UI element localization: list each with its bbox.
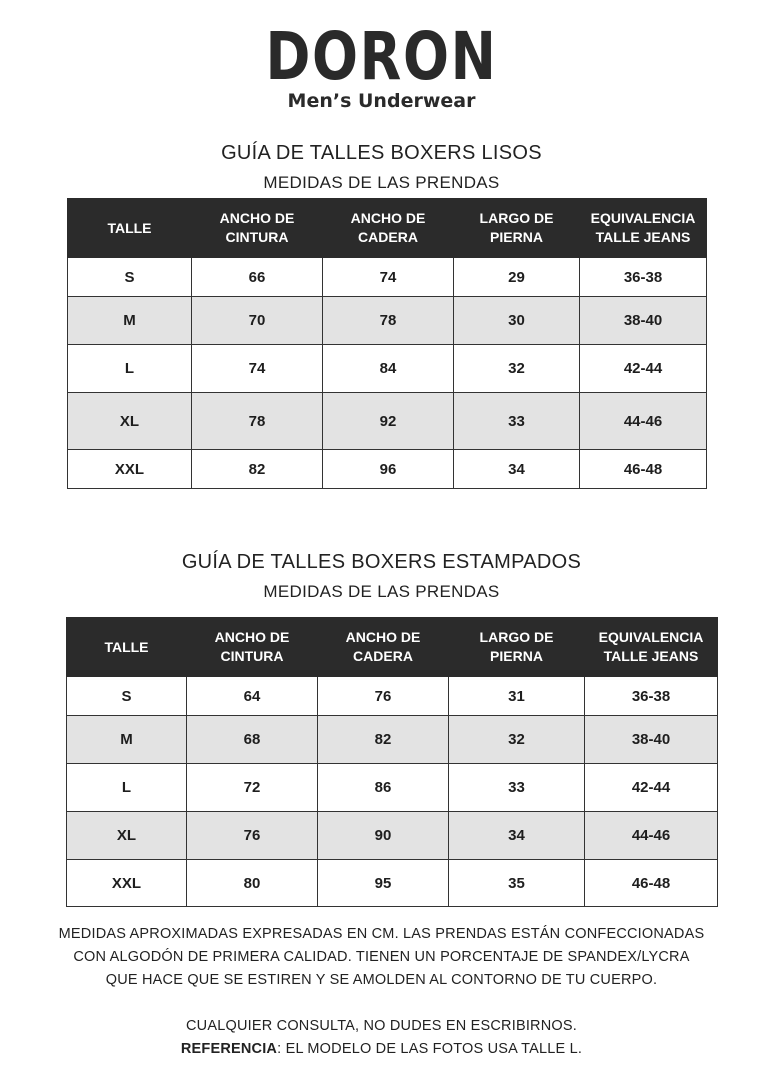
size-cell: S	[68, 258, 192, 297]
measure-cell: 42-44	[585, 764, 718, 812]
measure-cell: 78	[192, 393, 323, 450]
column-header-line: TALLE JEANS	[595, 229, 691, 245]
contact-note	[0, 1015, 763, 1061]
size-cell: XL	[67, 812, 187, 860]
column-header	[318, 618, 449, 677]
measure-cell: 34	[454, 450, 580, 489]
column-header-line: ANCHO DE	[350, 210, 426, 226]
column-header-line: TALLE	[107, 219, 152, 236]
brand-logo	[0, 18, 763, 112]
size-cell: S	[67, 677, 187, 716]
measure-cell: 46-48	[580, 450, 707, 489]
size-cell: L	[67, 764, 187, 812]
measure-cell: 64	[187, 677, 318, 716]
reference-note	[0, 1038, 763, 1061]
column-header	[454, 199, 580, 258]
column-header-line: CINTURA	[225, 229, 289, 245]
measure-cell: 90	[318, 812, 449, 860]
measure-cell: 42-44	[580, 345, 707, 393]
measure-cell: 84	[323, 345, 454, 393]
size-table-lisos	[67, 198, 707, 489]
column-header-line: ANCHO DE	[219, 210, 295, 226]
column-header-line: ANCHO DE	[345, 629, 421, 645]
table-row	[68, 345, 707, 393]
size-cell: XXL	[68, 450, 192, 489]
brand-subtitle: Men’s Underwear	[287, 90, 476, 112]
measure-cell: 68	[187, 716, 318, 764]
column-header-line: CINTURA	[220, 648, 284, 664]
measure-cell: 33	[449, 764, 585, 812]
column-header-line: CADERA	[353, 648, 413, 664]
column-header	[323, 199, 454, 258]
measure-cell: 36-38	[580, 258, 707, 297]
column-header-line: EQUIVALENCIA	[598, 629, 704, 645]
measure-cell: 76	[318, 677, 449, 716]
measure-cell: 78	[323, 297, 454, 345]
section-title-estampados: GUÍA DE TALLES BOXERS ESTAMPADOS	[181, 551, 582, 573]
contact-text: CUALQUIER CONSULTA, NO DUDES EN ESCRIBIRNOS.	[186, 1018, 577, 1034]
measure-cell: 82	[318, 716, 449, 764]
size-cell: XL	[68, 393, 192, 450]
size-cell: L	[68, 345, 192, 393]
column-header-line: TALLE JEANS	[603, 648, 699, 664]
size-table-estampados	[66, 617, 718, 907]
measure-cell: 72	[187, 764, 318, 812]
measure-cell: 96	[323, 450, 454, 489]
measure-cell: 32	[454, 345, 580, 393]
column-header	[68, 199, 192, 258]
measure-cell: 46-48	[585, 860, 718, 907]
measure-cell: 38-40	[580, 297, 707, 345]
section-subtitle-estampados: MEDIDAS DE LAS PRENDAS	[263, 582, 500, 601]
measure-cell: 95	[318, 860, 449, 907]
column-header-line: ANCHO DE	[214, 629, 290, 645]
measure-cell: 32	[449, 716, 585, 764]
column-header-line: LARGO DE	[479, 629, 554, 645]
measure-cell: 74	[192, 345, 323, 393]
table-header-row	[67, 618, 718, 677]
column-header-line: PIERNA	[490, 648, 543, 664]
measure-cell: 34	[449, 812, 585, 860]
column-header	[67, 618, 187, 677]
column-header	[449, 618, 585, 677]
table-row	[68, 258, 707, 297]
measure-cell: 44-46	[585, 812, 718, 860]
reference-label: REFERENCIA	[180, 1041, 278, 1057]
care-note-line: MEDIDAS APROXIMADAS EXPRESADAS EN CM. LAS PRENDAS ESTÁN CONFECCIONADAS	[58, 926, 705, 942]
column-header	[187, 618, 318, 677]
care-note-line: QUE HACE QUE SE ESTIREN Y SE AMOLDEN AL CONTORNO DE TU CUERPO.	[105, 972, 658, 988]
reference-text: : EL MODELO DE LAS FOTOS USA TALLE L.	[277, 1041, 583, 1057]
section-title-lisos: GUÍA DE TALLES BOXERS LISOS	[221, 142, 542, 164]
measure-cell: 92	[323, 393, 454, 450]
column-header-line: TALLE	[104, 638, 149, 655]
measure-cell: 74	[323, 258, 454, 297]
table-row	[67, 812, 718, 860]
measure-cell: 30	[454, 297, 580, 345]
column-header-line: PIERNA	[490, 229, 543, 245]
table-row	[68, 297, 707, 345]
column-header	[585, 618, 718, 677]
size-cell: XXL	[67, 860, 187, 907]
size-cell: M	[67, 716, 187, 764]
measure-cell: 76	[187, 812, 318, 860]
column-header-line: EQUIVALENCIA	[590, 210, 696, 226]
measure-cell: 38-40	[585, 716, 718, 764]
size-cell: M	[68, 297, 192, 345]
column-header	[192, 199, 323, 258]
table-row	[67, 860, 718, 907]
section-subtitle-lisos: MEDIDAS DE LAS PRENDAS	[263, 173, 500, 192]
table-row	[67, 716, 718, 764]
brand-name: DORON	[265, 18, 498, 95]
measure-cell: 82	[192, 450, 323, 489]
table-row	[68, 393, 707, 450]
measure-cell: 31	[449, 677, 585, 716]
care-note-line: CON ALGODÓN DE PRIMERA CALIDAD. TIENEN UN PORCENTAJE DE SPANDEX/LYCRA	[73, 949, 690, 965]
table-header-row	[68, 199, 707, 258]
table-row	[67, 764, 718, 812]
measure-cell: 66	[192, 258, 323, 297]
column-header-line: LARGO DE	[479, 210, 554, 226]
measure-cell: 35	[449, 860, 585, 907]
table-row	[67, 677, 718, 716]
measure-cell: 44-46	[580, 393, 707, 450]
measure-cell: 36-38	[585, 677, 718, 716]
measure-cell: 29	[454, 258, 580, 297]
measure-cell: 86	[318, 764, 449, 812]
table-row	[68, 450, 707, 489]
measure-cell: 70	[192, 297, 323, 345]
column-header	[580, 199, 707, 258]
measure-cell: 80	[187, 860, 318, 907]
measure-cell: 33	[454, 393, 580, 450]
care-note	[0, 923, 763, 992]
column-header-line: CADERA	[358, 229, 418, 245]
